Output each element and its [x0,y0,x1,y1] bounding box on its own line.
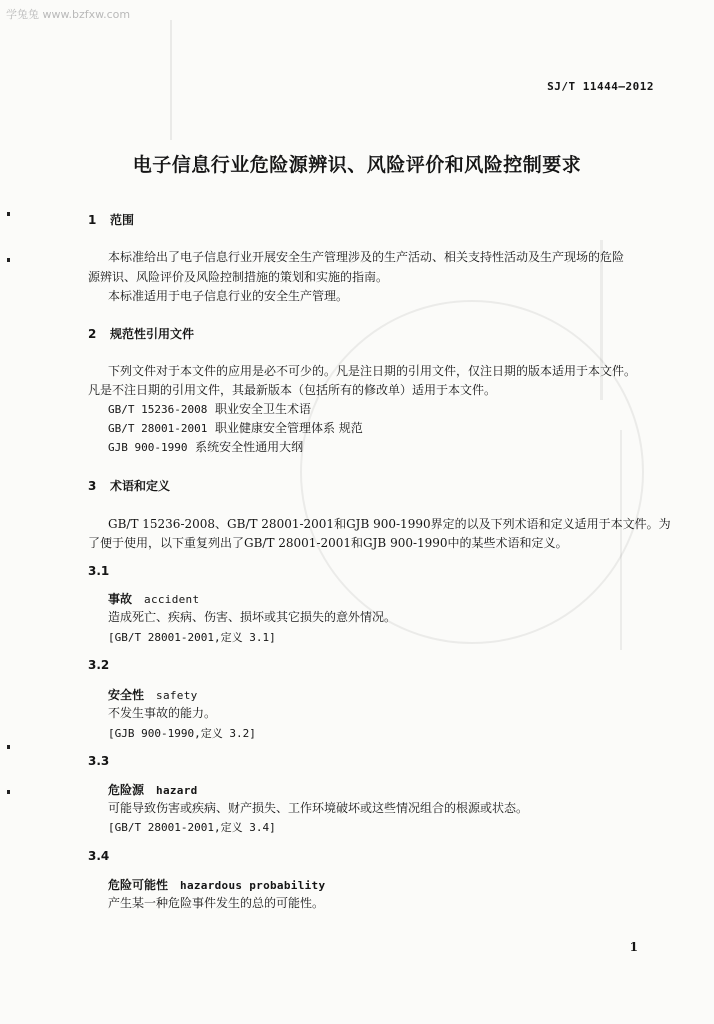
scope-paragraph-line: 源辨识、风险评价及风险控制措施的策划和实施的指南。 [88,270,389,284]
reference-code: GB/T 28001-2001 [108,422,208,435]
clause-number: 3.3 [88,754,110,768]
section-heading-normative-references [88,325,194,342]
margin-mark [7,745,10,749]
term-definition: 产生某一种危险事件发生的总的可能性。 [108,896,325,910]
faded-stamp [300,300,644,644]
reference-code: GJB 900-1990 [108,441,188,454]
standard-number: SJ/T 11444—2012 [547,80,654,93]
margin-mark [7,790,10,794]
section-title: 术语和定义 [110,479,171,493]
term-zh: 安全性 [108,688,145,702]
document-title: 电子信息行业危险源辨识、风险评价和风险控制要求 [132,154,582,176]
term-definition: 造成死亡、疾病、伤害、损坏或其它损失的意外情况。 [108,610,397,624]
page-number: 1 [629,940,638,954]
term-source: [GB/T 28001-2001,定义 3.4] [108,821,276,834]
reference-item [108,419,363,438]
reference-name: 职业健康安全管理体系 规范 [214,421,363,435]
reference-item [108,400,311,419]
section-number: 1 [88,213,97,227]
term-zh: 危险源 [108,783,145,797]
clause-number: 3.2 [88,658,110,672]
margin-mark [7,212,10,216]
clause-number: 3.4 [88,849,110,863]
scan-noise [170,20,172,140]
watermark-text: 学兔兔 www.bzfxw.com [6,8,131,21]
term-source: [GJB 900-1990,定义 3.2] [108,727,256,740]
reference-item [108,438,303,457]
term-heading [108,590,199,607]
term-source: [GB/T 28001-2001,定义 3.1] [108,631,276,644]
term-heading [108,876,325,893]
term-heading [108,686,198,703]
term-definition: 不发生事故的能力。 [108,706,217,720]
scan-noise [620,430,622,650]
terms-intro-line: 了便于使用，以下重复列出了GB/T 28001-2001和GJB 900-1990中的某些术语和定义。 [88,536,568,550]
references-paragraph-line: 下列文件对于本文件的应用是必不可少的。凡是注日期的引用文件，仅注日期的版本适用于本文件。 [108,364,637,378]
section-title: 范围 [110,213,135,227]
reference-name: 职业安全卫生术语 [214,402,311,416]
scope-paragraph: 本标准适用于电子信息行业的安全生产管理。 [108,289,349,303]
section-heading-terms [88,477,170,494]
term-zh: 危险可能性 [108,878,169,892]
term-heading [108,781,198,798]
section-heading-scope [88,211,134,228]
references-paragraph-line: 凡是不注日期的引用文件，其最新版本（包括所有的修改单）适用于本文件。 [88,383,497,397]
term-en: safety [156,689,198,702]
term-en: hazardous probability [180,879,326,892]
section-number: 2 [88,327,97,341]
section-number: 3 [88,479,97,493]
term-zh: 事故 [108,592,133,606]
reference-name: 系统安全性通用大纲 [195,440,304,454]
section-title: 规范性引用文件 [110,327,195,341]
term-definition: 可能导致伤害或疾病、财产损失、工作环境破坏或这些情况组合的根源或状态。 [108,801,529,815]
terms-intro-line: GB/T 15236-2008、GB/T 28001-2001和GJB 900-1990界定的以及下列术语和定义适用于本文件。为 [108,517,671,531]
reference-code: GB/T 15236-2008 [108,403,208,416]
term-en: accident [144,593,200,606]
term-en: hazard [156,784,198,797]
scope-paragraph-line: 本标准给出了电子信息行业开展安全生产管理涉及的生产活动、相关支持性活动及生产现场的危险 [108,250,625,264]
margin-mark [7,258,10,262]
clause-number: 3.1 [88,564,110,578]
